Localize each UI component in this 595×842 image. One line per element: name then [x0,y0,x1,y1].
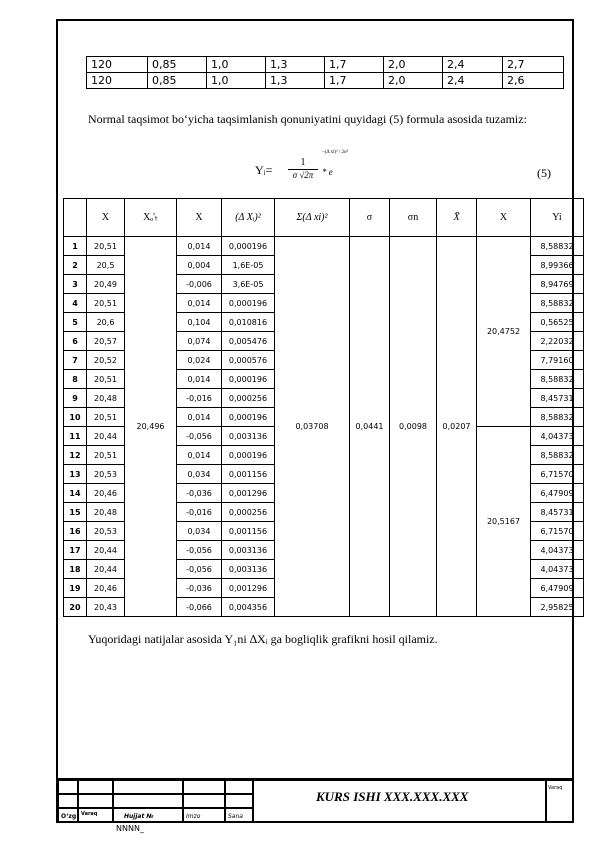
top-table-cell: 1,0 [207,73,266,89]
table-cell: 9 [64,389,87,408]
table-cell: 6,71570 [531,465,584,484]
top-table-cell: 0,85 [148,73,207,89]
table-cell: 1 [64,237,87,256]
table-cell: 0,003136 [222,427,275,446]
table-cell: 0,034 [177,522,222,541]
table-cell: 20,53 [87,522,125,541]
table-cell: 0,001156 [222,465,275,484]
table-cell: 4,04373 [531,541,584,560]
column-header [64,199,87,237]
table-cell: 0,001296 [222,484,275,503]
table-cell: 12 [64,446,87,465]
table-cell: 0,014 [177,294,222,313]
table-cell: 20,51 [87,408,125,427]
table-cell: 16 [64,522,87,541]
table-cell: -0,016 [177,503,222,522]
table-cell: -0,066 [177,598,222,617]
top-table-cell: 2,4 [443,57,503,73]
tb-cell [113,780,183,794]
table-cell: 8,58832 [531,294,584,313]
table-cell: -0,036 [177,484,222,503]
table-cell: 11 [64,427,87,446]
table-cell: 20,5 [87,256,125,275]
table-cell: 0,000196 [222,370,275,389]
table-cell: 0,56525 [531,313,584,332]
table-cell: 4,04373 [531,427,584,446]
table-cell: 6,47909 [531,484,584,503]
table-cell: 8,58832 [531,446,584,465]
table-cell: 20,44 [87,560,125,579]
table-cell: 20,53 [87,465,125,484]
table-cell: 4 [64,294,87,313]
table-cell: 2 [64,256,87,275]
document-code: NNNN_ [116,824,144,833]
tb-cell [58,794,78,808]
table-cell: 17 [64,541,87,560]
table-cell: 0,003136 [222,541,275,560]
top-table-cell: 1,7 [325,73,384,89]
table-cell: 0,074 [177,332,222,351]
table-cell: 0,000256 [222,389,275,408]
table-cell: -0,016 [177,389,222,408]
table-cell: 20,46 [87,579,125,598]
table-cell: 20,44 [87,541,125,560]
table-cell: 20,6 [87,313,125,332]
formula-lhs: Yᵢ= [255,163,273,177]
table-cell: 14 [64,484,87,503]
table-cell: -0,056 [177,541,222,560]
table-cell: 6 [64,332,87,351]
tb-cell [113,794,183,808]
top-table-cell: 120 [87,73,148,89]
merged-cell: 0,03708 [275,237,350,617]
table-cell: 0,004 [177,256,222,275]
merged-cell: 20,4752 [477,237,531,427]
table-cell: 2,22032 [531,332,584,351]
top-table-cell: 120 [87,57,148,73]
tb-sana: Sana [228,813,243,820]
column-header: Xₒ'ₜ [125,199,177,237]
table-cell: 10 [64,408,87,427]
merged-cell: 20,5167 [477,427,531,617]
header-row [64,199,584,237]
table-cell: 18 [64,560,87,579]
table-cell: 0,001156 [222,522,275,541]
merged-cell: 0,0441 [350,237,390,617]
table-cell: 5 [64,313,87,332]
table-cell: 0,003136 [222,560,275,579]
tb-imzo: Imzo [186,813,201,820]
table-cell: 19 [64,579,87,598]
table-cell: 20,57 [87,332,125,351]
table-cell: 1,6E-05 [222,256,275,275]
table-cell: 20,51 [87,237,125,256]
table-cell: 13 [64,465,87,484]
table-cell: 7,79160 [531,351,584,370]
table-cell: 0,014 [177,408,222,427]
tb-cell [183,794,225,808]
top-table-row [87,57,564,73]
table-cell: 2,95825 [531,598,584,617]
column-header: X [477,199,531,237]
table-cell: -0,056 [177,560,222,579]
table-cell: 8,94769 [531,275,584,294]
table-cell: 15 [64,503,87,522]
table-cell: 20,51 [87,370,125,389]
document-title: KURS ISHI XXX.XXX.XXX [316,789,469,804]
conclusion-text: Yuqoridagi natijalar asosida Y₁ni ∆Xᵢ ga bogliqlik grafikni hosil qilamiz. [88,632,438,646]
table-cell: 8,99366 [531,256,584,275]
data-table [63,198,584,617]
table-row [64,237,584,256]
tb-cell [225,794,253,808]
table-cell: 0,000196 [222,237,275,256]
table-cell: 4,04373 [531,560,584,579]
table-cell: 7 [64,351,87,370]
table-cell: 0,000196 [222,446,275,465]
table-cell: 8,58832 [531,370,584,389]
tb-cell [58,780,78,794]
top-table-cell: 1,3 [266,73,325,89]
table-cell: 0,104 [177,313,222,332]
table-cell: 8,58832 [531,408,584,427]
table-cell: 0,005476 [222,332,275,351]
table-cell: 6,71570 [531,522,584,541]
column-header: σ [350,199,390,237]
tb-cell [225,780,253,794]
column-header: X̄ [437,199,477,237]
tb-varaq: Varaq [81,811,98,817]
column-header: (Δ Xᵢ)² [222,199,275,237]
top-table-cell: 2,7 [503,57,564,73]
column-header: Yi [531,199,584,237]
top-table-cell: 2,0 [384,73,443,89]
table-cell: 20,51 [87,294,125,313]
tb-hujjat: Hujjat № [124,813,154,820]
table-cell: -0,036 [177,579,222,598]
table-cell: 0,000576 [222,351,275,370]
formula-denominator: σ √2π [292,170,314,180]
paragraph: Normal taqsimot bo‘yicha taqsimlanish qonuniyatini quyidagi (5) formula asosida tuzamiz: [88,112,527,126]
table-cell: 0,014 [177,237,222,256]
tb-varaq-right: Varaq [548,785,563,791]
formula-multiplier: * e [322,167,333,177]
tb-cell [78,780,113,794]
top-table-row [87,73,564,89]
merged-cell: 0,0098 [390,237,437,617]
table-cell: 0,024 [177,351,222,370]
table-cell: 3 [64,275,87,294]
table-cell: 20,46 [87,484,125,503]
column-header: X [87,199,125,237]
table-cell: 20,49 [87,275,125,294]
formula-fraction [288,157,318,180]
normal-distribution-formula [252,150,372,192]
column-header: X [177,199,222,237]
table-cell: 8,45731 [531,503,584,522]
table-cell: 20,43 [87,598,125,617]
top-table-cell: 1,3 [266,57,325,73]
table-cell: 0,004356 [222,598,275,617]
table-cell: 0,034 [177,465,222,484]
merged-cell: 0,0207 [437,237,477,617]
top-table-cell: 1,7 [325,57,384,73]
top-table-cell: 2,4 [443,73,503,89]
table-cell: 20,48 [87,389,125,408]
top-table [86,56,564,89]
table-cell: 20,52 [87,351,125,370]
title-block [58,778,573,823]
table-cell: 0,000196 [222,294,275,313]
table-cell: 6,47909 [531,579,584,598]
table-cell: 20,51 [87,446,125,465]
formula-numerator: 1 [288,157,318,170]
table-cell: 8 [64,370,87,389]
top-table-cell: 2,6 [503,73,564,89]
table-cell: -0,056 [177,427,222,446]
top-table-cell: 1,0 [207,57,266,73]
equation-number: (5) [537,166,551,180]
table-cell: 0,001296 [222,579,275,598]
table-cell: -0,006 [177,275,222,294]
table-cell: 20 [64,598,87,617]
table-cell: 20,48 [87,503,125,522]
table-cell: 0,010816 [222,313,275,332]
table-cell: 8,45731 [531,389,584,408]
table-cell: 0,000256 [222,503,275,522]
table-cell: 20,44 [87,427,125,446]
tb-cell [78,794,113,808]
merged-cell: 20,496 [125,237,177,617]
top-table-cell: 0,85 [148,57,207,73]
tb-cell [183,780,225,794]
column-header: Σ(Δ xi)² [275,199,350,237]
table-cell: 8,58832 [531,237,584,256]
formula-exponent: −(Δ xi)² / 2σ² [321,150,349,155]
top-table-cell: 2,0 [384,57,443,73]
table-cell: 0,014 [177,370,222,389]
column-header: σn [390,199,437,237]
table-cell: 0,014 [177,446,222,465]
table-cell: 0,000196 [222,408,275,427]
table-cell: 3,6E-05 [222,275,275,294]
tb-ozg: O‘zg [61,813,77,820]
